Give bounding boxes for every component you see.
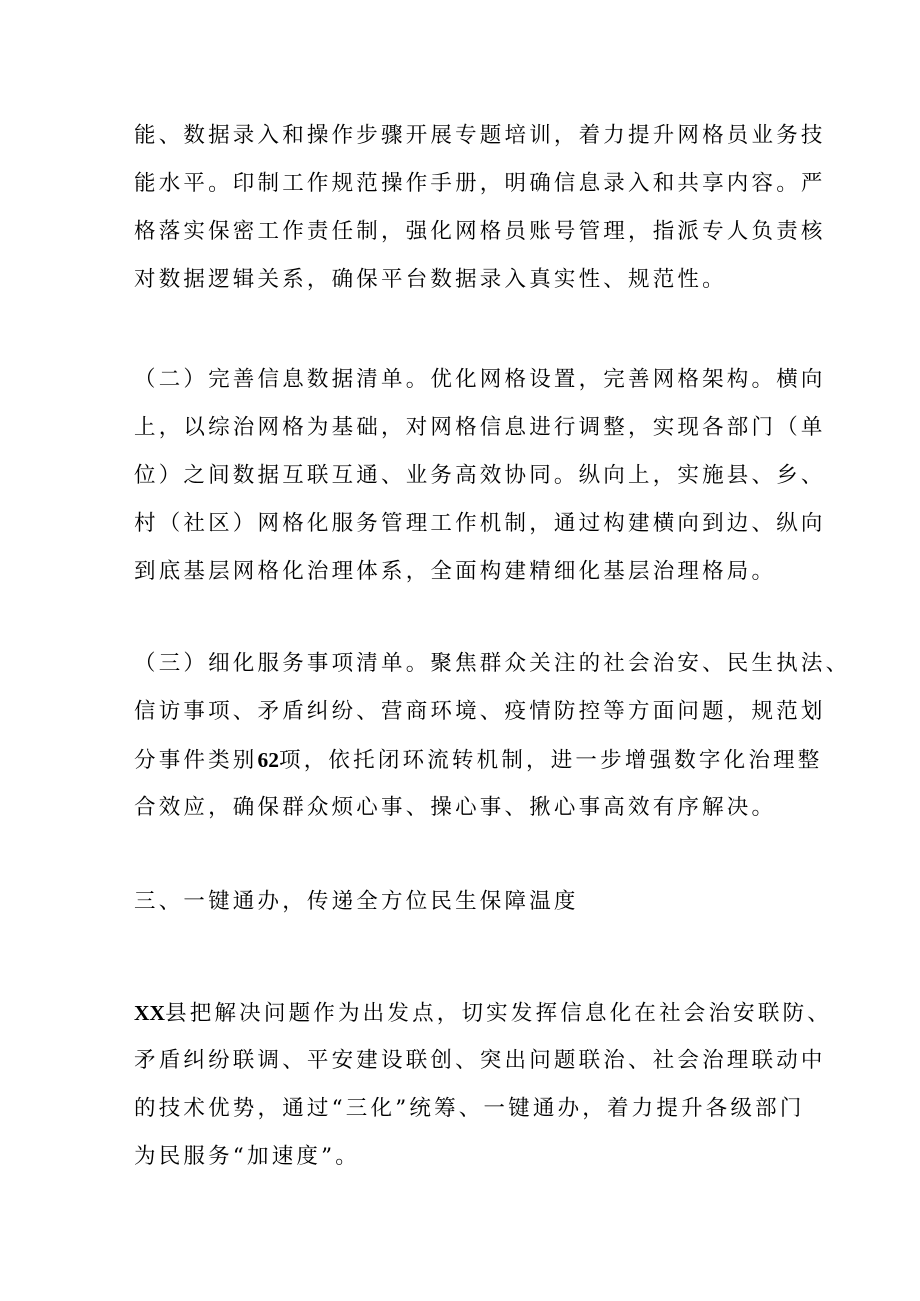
county-placeholder: XX bbox=[134, 1001, 166, 1025]
section-heading bbox=[134, 878, 814, 926]
paragraph-one-click bbox=[134, 989, 832, 1181]
text-line: 到底基层网格化治理体系，全面构建精细化基层治理格局。 bbox=[134, 559, 777, 584]
paragraph-training bbox=[134, 112, 826, 304]
paragraph-service-list bbox=[134, 640, 851, 832]
text-line: 格落实保密工作责任制，强化网格员账号管理，指派专人负责核 bbox=[134, 219, 826, 244]
text-line: 村（社区）网格化服务管理工作机制，通过构建横向到边、纵向 bbox=[134, 511, 826, 536]
paragraph-data-list bbox=[134, 356, 826, 596]
text-segment: 项，依托闭环流转机制，进一步增强数字化治理整 bbox=[279, 748, 823, 773]
heading-text: 三、一键通办，传递全方位民生保障温度 bbox=[134, 889, 579, 914]
text-line bbox=[134, 736, 823, 784]
text-line: （二）完善信息数据清单。优化网格设置，完善网格架构。横向 bbox=[134, 367, 826, 392]
text-line: 位）之间数据互联互通、业务高效协同。纵向上，实施县、乡、 bbox=[134, 463, 826, 488]
text-line: 上，以综治网格为基础，对网格信息进行调整，实现各部门（单 bbox=[134, 415, 826, 440]
text-line: 合效应，确保群众烦心事、操心事、揪心事高效有序解决。 bbox=[134, 795, 777, 820]
text-line: （三）细化服务事项清单。聚焦群众关注的社会治安、民生执法、 bbox=[134, 651, 851, 676]
text-line: 能水平。印制工作规范操作手册，明确信息录入和共享内容。严 bbox=[134, 171, 826, 196]
text-segment: 分事件类别 bbox=[134, 748, 258, 773]
text-line: 能、数据录入和操作步骤开展专题培训，着力提升网格员业务技 bbox=[134, 123, 826, 148]
text-line: 对数据逻辑关系，确保平台数据录入真实性、规范性。 bbox=[134, 267, 727, 292]
text-line: 的技术优势，通过“三化”统筹、一键通办，着力提升各级部门 bbox=[134, 1096, 805, 1121]
text-line: 为民服务“加速度”。 bbox=[134, 1144, 360, 1169]
event-count: 62 bbox=[257, 748, 280, 772]
text-line: 信访事项、矛盾纠纷、营商环境、疫情防控等方面问题，规范划 bbox=[134, 699, 826, 724]
text-line bbox=[134, 989, 832, 1037]
text-segment: 县把解决问题作为出发点，切实发挥信息化在社会治安联防、 bbox=[165, 1001, 832, 1026]
text-line: 矛盾纠纷联调、平安建设联创、突出问题联治、社会治理联动中 bbox=[134, 1048, 826, 1073]
